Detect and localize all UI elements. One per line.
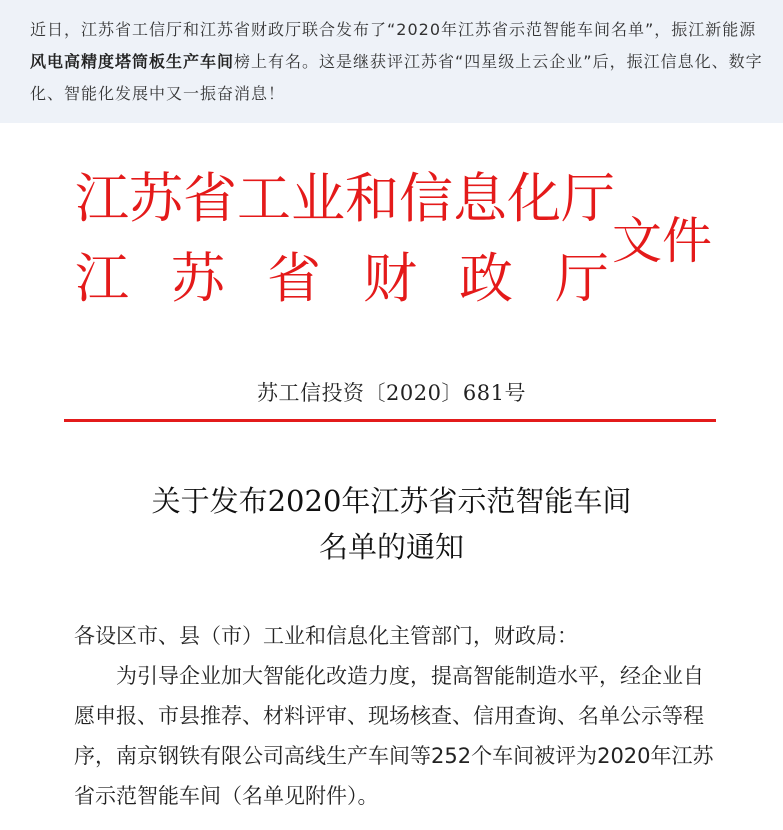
red-divider-line xyxy=(64,419,716,422)
issuer-char: 政 xyxy=(459,247,513,310)
issuer-line-1: 江苏省工业和信息化厅 xyxy=(75,167,615,230)
intro-text: 近日，江苏省工信厅和江苏省财政厅联合发布了“2020年江苏省示范智能车间名单”，振江新能源 xyxy=(30,20,757,39)
paragraph-1: 为引导企业加大智能化改造力度，提高智能制造水平，经企业自愿申报、市县推荐、材料评审、现场核查、信用查询、名单公示等程序，南京钢铁有限公司高线生产车间等252个车间被评为2020年江苏省示范智能车间（名单见附件）。 xyxy=(74,664,714,808)
document-title xyxy=(0,478,783,570)
issuer-char: 厅 xyxy=(555,247,609,310)
intro-text-continued: 榜上有名。这是继获评江苏省“四星级上云企业”后，振江信息化、数字化、智能化发展中又一振奋消息！ xyxy=(30,52,763,103)
document-number: 苏工信投资〔2020〕681号 xyxy=(256,381,527,405)
issuer-char: 江 xyxy=(75,247,129,310)
issuer-char: 省 xyxy=(267,247,321,310)
intro-summary-box xyxy=(0,0,783,123)
title-line-2: 名单的通知 xyxy=(318,530,464,564)
issuer-suffix: 文件 xyxy=(612,212,712,270)
title-line-1: 关于发布2020年江苏省示范智能车间 xyxy=(151,484,632,518)
official-document xyxy=(0,123,783,830)
intro-bold-text: 风电高精度塔筒板生产车间 xyxy=(30,52,235,71)
issuer-char: 财 xyxy=(363,247,417,310)
issuer-line-2 xyxy=(75,249,609,309)
salutation: 各设区市、县（市）工业和信息化主管部门，财政局： xyxy=(74,624,578,648)
issuer-char: 苏 xyxy=(171,247,225,310)
document-body xyxy=(74,616,714,816)
